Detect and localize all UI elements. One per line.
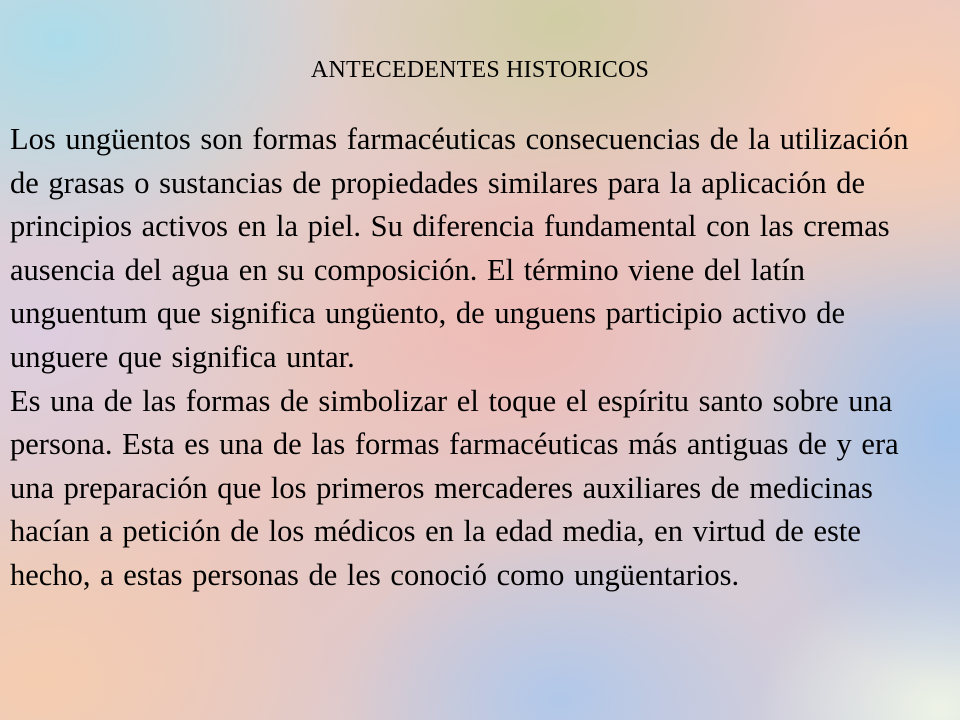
paragraph-historical-use: Es una de las formas de simbolizar el toque el espíritu santo sobre una persona. Esta es una de las formas farmacéuticas más antiguas de y era una preparación que los primeros mercaderes auxiliares de medicinas hacían a petición de los médicos en la edad media, en virtud de este hecho, a estas personas de les conoció como ungüentarios. — [10, 383, 899, 592]
paragraph-historical-definition: Los ungüentos son formas farmacéuticas consecuencias de la utilización de grasas o sustancias de propiedades similares para la aplicación de principios activos en la piel. Su diferencia fundamental con las cremas ausencia del agua en su composición. El término viene del latín unguentum que significa ungüento, de unguens participio activo de unguere que significa untar. — [10, 122, 909, 374]
slide-title: ANTECEDENTES HISTORICOS — [310, 57, 650, 83]
slide-body — [10, 118, 940, 598]
